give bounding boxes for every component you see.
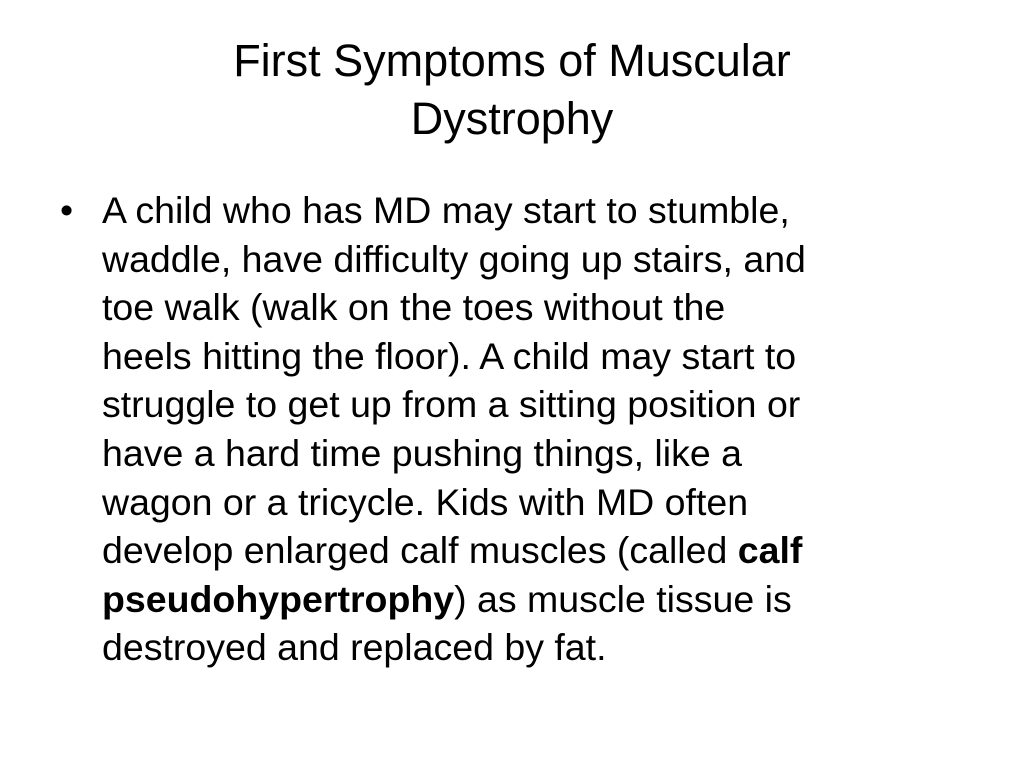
slide-title	[60, 32, 964, 148]
bullet-text-line	[102, 526, 970, 575]
bullet-text-line	[102, 575, 970, 624]
bullet-text-line: wagon or a tricycle. Kids with MD often	[102, 480, 749, 523]
bullet-text-line: have a hard time pushing things, like a	[102, 431, 742, 474]
bullet-list	[60, 186, 970, 672]
bullet-text-segment: develop enlarged calf muscles (called	[102, 529, 738, 572]
bullet-text-line: waddle, have difficulty going up stairs, and	[102, 237, 806, 280]
bullet-text-segment: ) as muscle tissue is	[454, 577, 792, 620]
bullet-text-line: struggle to get up from a sitting position or	[102, 383, 801, 426]
bullet-text-line: heels hitting the floor). A child may start to	[102, 334, 797, 377]
slide-title-line: First Symptoms of Muscular	[233, 35, 791, 86]
bullet-icon: •	[60, 189, 74, 231]
bullet-text-line: destroyed and replaced by fat.	[102, 626, 607, 669]
slide-title-line: Dystrophy	[410, 93, 614, 144]
bullet-item	[60, 186, 970, 672]
bullet-text-line: toe walk (walk on the toes without the	[102, 286, 726, 329]
bullet-text-line: A child who has MD may start to stumble,	[102, 189, 790, 231]
bold-term: calf	[737, 529, 803, 572]
bold-term: pseudohypertrophy	[102, 577, 455, 620]
